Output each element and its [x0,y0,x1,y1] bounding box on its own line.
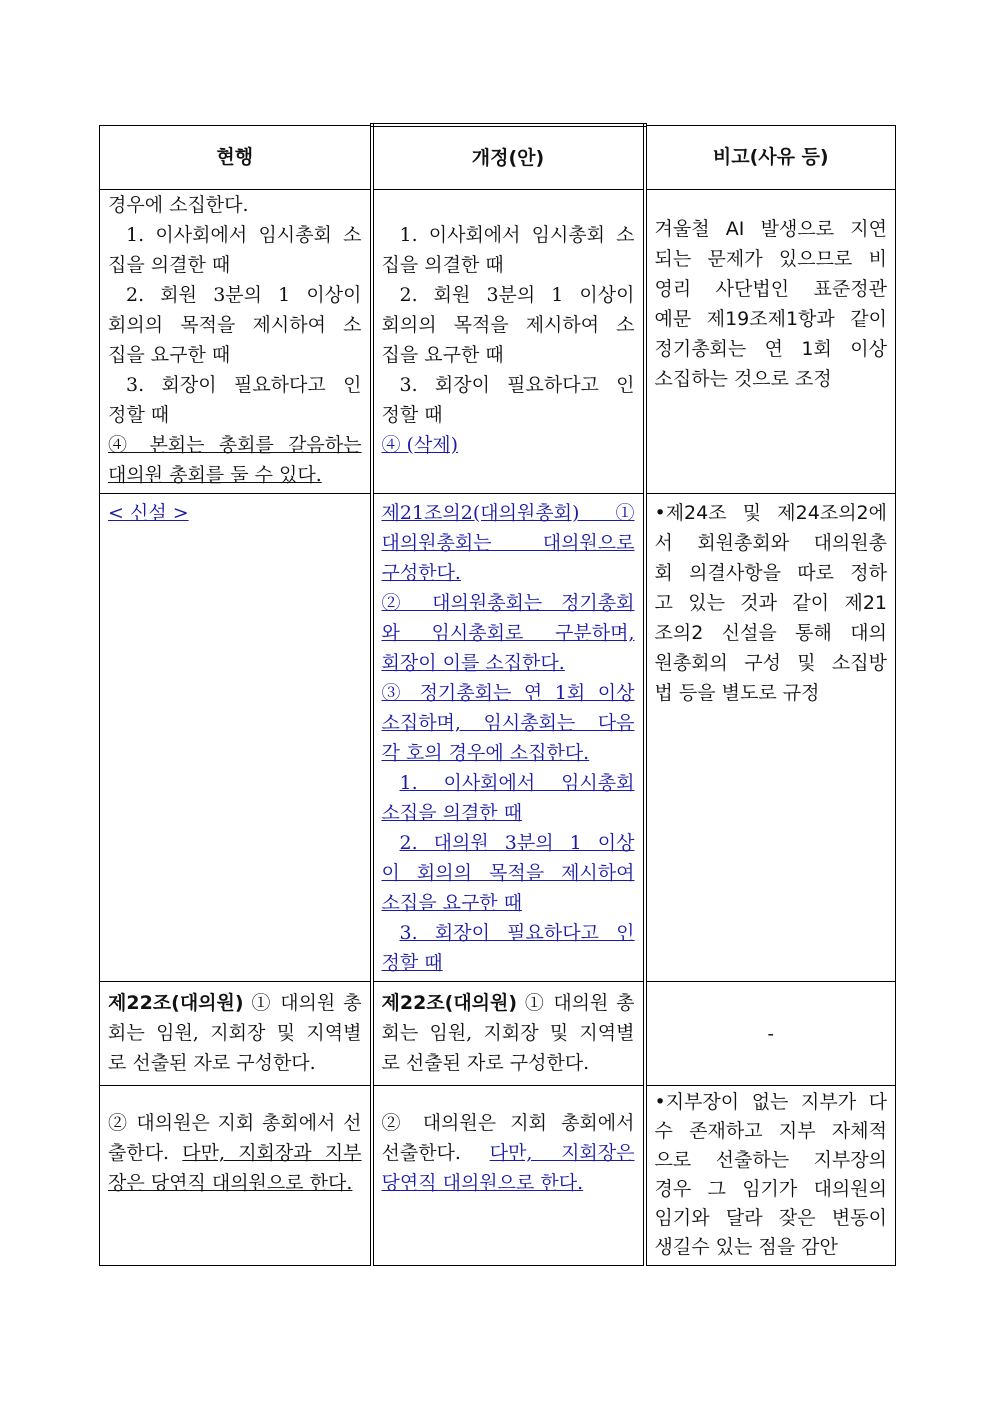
underlined-line: ④ 본회는 총회를 갈음하는 [108,434,362,456]
text-line: 집을 의결한 때 [108,254,231,276]
text-line: 정할 때 [381,404,443,426]
text-line: 회의의 목적을 제시하여 소 [381,314,635,336]
text-line: 회의의 목적을 제시하여 소 [108,314,362,336]
text-line: 1. 이사회에서 임시총회 [399,772,635,794]
row1-remarks-cell [645,190,896,494]
text-line: 로 선출된 자로 구성한다. [381,1052,590,1074]
table-row [100,982,896,1086]
text-line: 수 존재하고 지부 자체적 [654,1120,887,1142]
text-line: 겨울철 AI 발생으로 지연 [654,218,887,240]
text-line: 출한다. 다만, 지회장과 지부 [108,1142,362,1164]
text-line: ③ 정기총회는 연 1회 이상 [381,682,635,704]
text-line: 회장이 이를 소집한다. [381,652,565,674]
text-line: 구성한다. [381,562,461,584]
text-line: •지부장이 없는 지부가 다 [654,1091,887,1113]
row1-current-cell [100,190,372,494]
text-line: 제21조의2(대의원총회) ① [381,502,635,524]
text-line: 와 임시총회로 구분하며, [381,622,635,644]
article-line: 제22조(대의원) ① 대의원 총 [381,992,635,1014]
text-line: 3. 회장이 필요하다고 인 [399,922,635,944]
text-line: 회는 임원, 지회장 및 지역별 [108,1022,362,1044]
underlined-line: 장은 당연직 대의원으로 한다. [108,1172,353,1194]
text-line: 정할 때 [108,404,170,426]
text-line: 소집하며, 임시총회는 다음 [381,712,635,734]
text-line: 경우 그 임기가 대의원의 [654,1178,887,1200]
text-line: ② 대의원은 지회 총회에서 [381,1112,635,1134]
text-line: 2. 회원 3분의 1 이상이 [399,284,635,306]
text-line: 2. 대의원 3분의 1 이상 [399,832,635,854]
text-line: ② 대의원은 지회 총회에서 선 [108,1112,362,1134]
text-line: 대의원총회는 대의원으로 [381,532,635,554]
text-line: 경우에 소집한다. [108,194,249,216]
text-line: 법 등을 별도로 규정 [654,682,820,704]
table-row [100,190,896,494]
new-marker: < 신설 > [108,502,189,524]
text-line: 소집을 요구한 때 [381,892,523,914]
underlined-line: 대의원 총회를 둘 수 있다. [108,464,322,486]
text-line: 3. 회장이 필요하다고 인 [399,374,635,396]
row4-revised-cell [372,1086,645,1266]
row2-current-cell [100,494,372,982]
text-line: 선출한다. 다만, 지회장은 [381,1142,635,1164]
text-line: 소집하는 것으로 조정 [654,368,832,390]
text-line: 되는 문제가 있으므로 비 [654,248,887,270]
row2-remarks-cell [645,494,896,982]
header-row [100,125,896,190]
row1-revised-cell [372,190,645,494]
row2-revised-cell [372,494,645,982]
header-current: 현행 [100,125,372,190]
header-revised: 개정(안) [372,125,645,190]
text-line: 정기총회는 연 1회 이상 [654,338,887,360]
text-line: 집을 요구한 때 [108,344,231,366]
text-line: 임기와 달라 잦은 변동이 [654,1207,887,1229]
text-line: 3. 회장이 필요하다고 인 [126,374,362,396]
text-line: 정할 때 [381,952,443,974]
text-line: 1. 이사회에서 임시총회 소 [399,224,635,246]
underlined-line: 당연직 대의원으로 한다. [381,1172,584,1194]
row3-revised-cell [372,982,645,1086]
text-line: 2. 회원 3분의 1 이상이 [126,284,362,306]
text-line: 소집을 의결한 때 [381,802,523,824]
text-line: 조의2 신설을 통해 대의 [654,622,887,644]
text-line: 생길수 있는 점을 감안 [654,1236,838,1258]
header-remarks: 비고(사유 등) [645,125,896,190]
row3-current-cell [100,982,372,1086]
text-line: 으로 선출하는 지부장의 [654,1149,887,1171]
text-line: 집을 요구한 때 [381,344,504,366]
deleted-marker: ④ (삭제) [381,434,459,456]
text-line: 예문 제19조제1항과 같이 [654,308,887,330]
text-line: •제24조 및 제24조의2에 [654,502,887,524]
text-line: 회는 임원, 지회장 및 지역별 [381,1022,635,1044]
text-line: 로 선출된 자로 구성한다. [108,1052,316,1074]
text-line: 이 회의의 목적을 제시하여 [381,862,635,884]
article-title: 제22조(대의원) [108,992,244,1014]
text-line: 원총회의 구성 및 소집방 [654,652,887,674]
text-line: 영리 사단법인 표준정관 [654,278,887,300]
table-row [100,1086,896,1266]
text-line: 서 회원총회와 대의원총 [654,532,887,554]
table-row [100,494,896,982]
row4-current-cell [100,1086,372,1266]
text-line: 각 호의 경우에 소집한다. [381,742,590,764]
text-line: 1. 이사회에서 임시총회 소 [126,224,362,246]
text-line: ② 대의원총회는 정기총회 [381,592,635,614]
comparison-table [99,123,896,1266]
article-title: 제22조(대의원) [381,992,518,1014]
text-line: 회 의결사항을 따로 정하 [654,562,887,584]
row4-remarks-cell [645,1086,896,1266]
text-line: 고 있는 것과 같이 제21 [654,592,887,614]
row3-remarks-cell: - [645,982,896,1086]
text-line: 집을 의결한 때 [381,254,504,276]
article-line: 제22조(대의원) ① 대의원 총 [108,992,362,1014]
